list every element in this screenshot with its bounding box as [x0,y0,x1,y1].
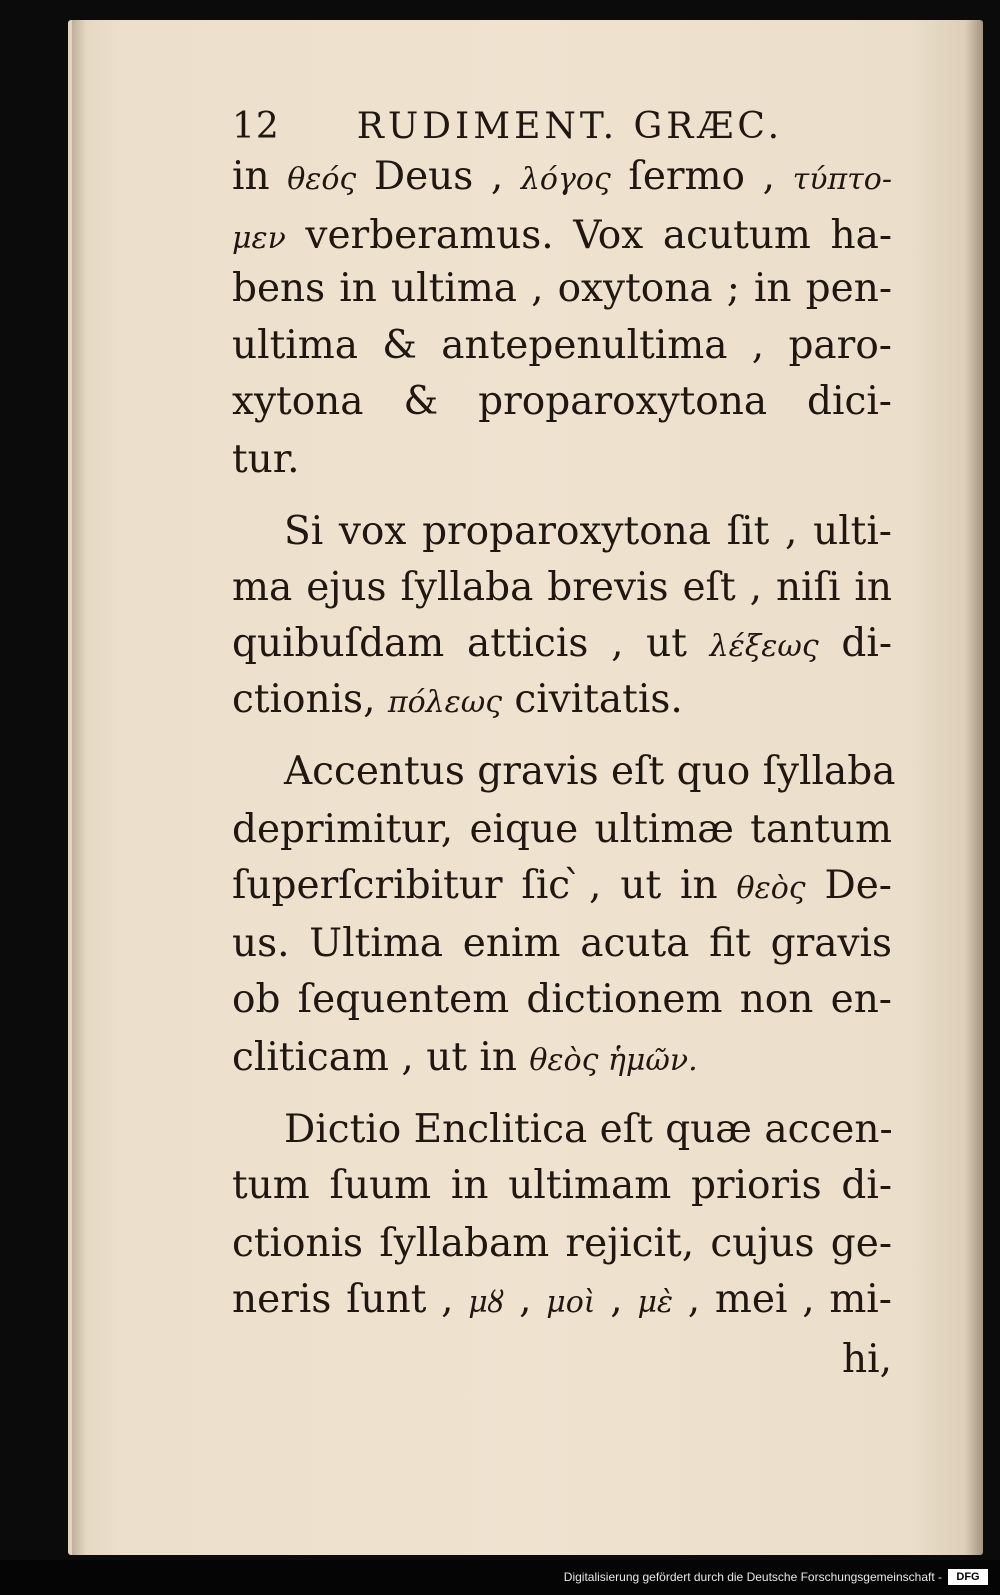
text-line [232,1100,892,1160]
latin-text: neris ſunt , [232,1277,469,1322]
greek-word: πόλεως [387,685,503,720]
greek-word: θεὸς [736,871,806,906]
latin-text: tur. [232,437,300,482]
text-line [232,614,892,674]
latin-text: verberamus. Vox acutum ha- [285,213,892,258]
greek-word: μοὶ [546,1285,596,1320]
latin-text: ultima & antepenultima , paro- [232,323,892,368]
latin-text: in [232,154,288,199]
latin-text: tum ſuum in ultimam prioris di- [232,1163,892,1208]
text-line [232,502,892,562]
latin-text: De- [805,863,892,908]
latin-text: quibuſdam atticis , ut [232,621,710,666]
greek-word: θεός [287,162,357,197]
text-line [232,372,892,432]
page-gutter-shadow [965,20,983,1555]
digitization-footer [0,1560,1000,1595]
text-line [232,914,892,974]
latin-text: bens in ultima , oxytona ; in pen- [232,266,892,311]
text-line [232,147,892,207]
text-line [232,1156,892,1216]
latin-text: ob ſequentem dictionem non en- [232,977,892,1022]
latin-text: Dictio Enclitica eſt quæ accen- [284,1107,893,1152]
latin-text: civitatis. [502,677,683,722]
latin-text: us. Ultima enim acuta fit gravis [232,921,892,966]
greek-word: λέξεως [709,629,819,664]
latin-text: Deus , [356,154,521,199]
greek-word: μὲ [637,1285,674,1320]
text-line [232,259,892,319]
text-line [232,856,892,916]
latin-text: Si vox proparoxytona ſit , ulti- [284,509,892,554]
text-line [232,670,892,730]
latin-text: ma ejus ſyllaba brevis eſt , niſi in [232,565,892,610]
page-number: 12 [232,106,280,147]
latin-text: xytona & proparoxytona dici- [232,379,892,424]
latin-text: di- [818,621,892,666]
latin-text: ctionis, [232,677,388,722]
text-line [232,206,892,266]
greek-word: μȣ [468,1285,505,1320]
latin-text: cliticam , ut in [232,1035,530,1080]
latin-text: Accentus gravis eſt quo ſyllaba [284,749,896,794]
running-title: RUDIMENT. GRÆC. [356,106,784,147]
greek-word: μεν [232,221,286,256]
text-line [232,1028,892,1088]
text-line [232,800,892,860]
greek-word: θεὸς ἡμῶν. [529,1043,698,1078]
latin-text: , mei , mi- [673,1277,892,1322]
greek-word: τύπτο- [792,162,892,197]
text-line [232,970,892,1030]
text-line [232,430,892,490]
latin-text: deprimitur, eique ultimæ tantum [232,807,892,852]
text-line [232,1330,892,1390]
latin-text: , [595,1277,638,1322]
dfg-logo: DFG [948,1569,988,1585]
text-line [232,742,896,802]
text-line [232,1270,892,1330]
text-line [232,1214,892,1274]
text-line [232,316,892,376]
greek-word: λόγος [520,162,611,197]
latin-text: ctionis ſyllabam rejicit, cujus ge- [232,1221,892,1266]
latin-text: ſermo , [610,154,793,199]
latin-text: ſuperſcribitur ſic ̀, ut in [232,863,737,908]
footer-credit: Digitalisierung gefördert durch die Deutsche Forschungsgemeinschaft - [563,1570,942,1584]
latin-text: , [504,1277,547,1322]
latin-text: hi, [842,1337,892,1382]
text-line [232,558,892,618]
page-left-edge [72,20,86,1555]
